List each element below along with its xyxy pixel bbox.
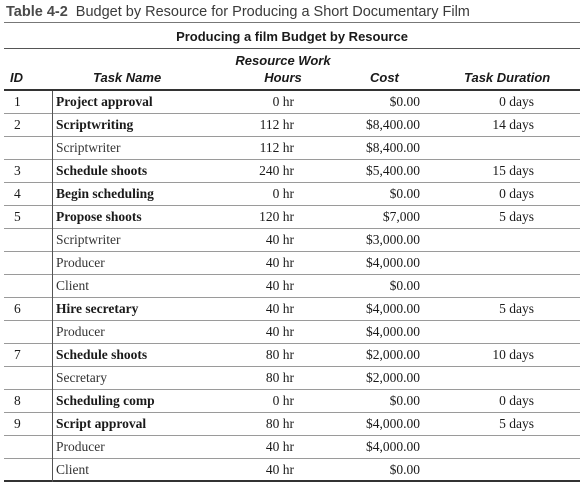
table-row xyxy=(4,114,580,137)
cell-hours: 120 hr xyxy=(259,209,294,224)
cell-id: 7 xyxy=(14,347,21,362)
cell-id xyxy=(14,321,34,343)
cell-resource-name: Producer xyxy=(52,436,212,459)
cell-duration xyxy=(464,137,534,159)
table-row xyxy=(4,413,580,436)
cell-cost: $0.00 xyxy=(389,393,420,408)
table-row xyxy=(4,252,580,275)
header-hours-line1: Resource Work xyxy=(235,53,331,68)
header-resource-work-hours xyxy=(214,52,352,86)
cell-cost: $8,400.00 xyxy=(366,140,420,155)
table-row xyxy=(4,321,580,344)
cell-hours: 40 hr xyxy=(265,255,294,270)
cell-id xyxy=(14,275,34,297)
cell-duration: 10 days xyxy=(492,347,534,362)
cell-duration xyxy=(464,229,534,251)
cell-cost: $4,000.00 xyxy=(366,255,420,270)
cell-resource-name: Client xyxy=(52,275,212,298)
cell-resource-name: Client xyxy=(52,459,212,482)
cell-hours: 0 hr xyxy=(272,94,294,109)
cell-id: 2 xyxy=(14,117,21,132)
table-row xyxy=(4,459,580,482)
table-row xyxy=(4,344,580,367)
cell-hours: 240 hr xyxy=(259,163,294,178)
table-row xyxy=(4,298,580,321)
cell-task-name: Scheduling comp xyxy=(52,390,212,413)
cell-duration: 0 days xyxy=(499,186,534,201)
cell-id xyxy=(14,436,34,458)
table-subtitle: Producing a film Budget by Resource xyxy=(176,29,408,44)
cell-cost: $8,400.00 xyxy=(366,117,420,132)
cell-duration: 15 days xyxy=(492,163,534,178)
cell-id xyxy=(14,367,34,389)
cell-duration xyxy=(464,275,534,297)
cell-duration xyxy=(464,436,534,458)
cell-id: 5 xyxy=(14,209,21,224)
cell-duration xyxy=(464,367,534,389)
cell-cost: $4,000.00 xyxy=(366,301,420,316)
cell-duration: 0 days xyxy=(499,94,534,109)
cell-duration: 5 days xyxy=(499,416,534,431)
cell-duration: 5 days xyxy=(499,301,534,316)
header-hours-line2: Hours xyxy=(264,70,302,85)
cell-hours: 112 hr xyxy=(259,117,294,132)
cell-id: 3 xyxy=(14,163,21,178)
cell-task-name: Schedule shoots xyxy=(52,344,212,367)
cell-cost: $2,000.00 xyxy=(366,370,420,385)
table-row xyxy=(4,367,580,390)
cell-cost: $3,000.00 xyxy=(366,232,420,247)
cell-cost: $0.00 xyxy=(389,462,420,477)
cell-id xyxy=(14,459,34,481)
table-title: Budget by Resource for Producing a Short Documentary Film xyxy=(75,4,470,20)
cell-hours: 40 hr xyxy=(265,278,294,293)
cell-id: 4 xyxy=(14,186,21,201)
cell-cost: $4,000.00 xyxy=(366,324,420,339)
cell-hours: 80 hr xyxy=(265,416,294,431)
cell-task-name: Scriptwriting xyxy=(52,114,212,137)
cell-task-name: Hire secretary xyxy=(52,298,212,321)
cell-hours: 40 hr xyxy=(265,439,294,454)
table-row xyxy=(4,91,580,114)
table-row xyxy=(4,275,580,298)
cell-duration xyxy=(464,321,534,343)
header-task-name: Task Name xyxy=(93,70,162,85)
header-cost: Cost xyxy=(370,70,399,85)
cell-task-name: Script approval xyxy=(52,413,212,436)
header-id: ID xyxy=(10,70,23,85)
table-row xyxy=(4,137,580,160)
cell-task-name: Propose shoots xyxy=(52,206,212,229)
header-task-duration: Task Duration xyxy=(464,70,551,85)
table-row xyxy=(4,160,580,183)
cell-hours: 40 hr xyxy=(265,232,294,247)
table-header xyxy=(4,49,580,89)
cell-task-name: Begin scheduling xyxy=(52,183,212,206)
table-row xyxy=(4,229,580,252)
cell-cost: $5,400.00 xyxy=(366,163,420,178)
table-row xyxy=(4,436,580,459)
cell-id: 1 xyxy=(14,94,21,109)
cell-id: 6 xyxy=(14,301,21,316)
cell-resource-name: Producer xyxy=(52,252,212,275)
cell-duration xyxy=(464,252,534,274)
cell-resource-name: Scriptwriter xyxy=(52,137,212,160)
cell-id xyxy=(14,137,34,159)
cell-duration: 5 days xyxy=(499,209,534,224)
cell-hours: 80 hr xyxy=(265,370,294,385)
cell-resource-name: Scriptwriter xyxy=(52,229,212,252)
cell-cost: $0.00 xyxy=(389,94,420,109)
cell-hours: 0 hr xyxy=(272,186,294,201)
table-number: Table 4-2 xyxy=(6,4,68,20)
cell-task-name: Project approval xyxy=(52,91,212,114)
cell-resource-name: Secretary xyxy=(52,367,212,390)
cell-hours: 40 hr xyxy=(265,324,294,339)
cell-cost: $2,000.00 xyxy=(366,347,420,362)
cell-cost: $0.00 xyxy=(389,186,420,201)
cell-id: 8 xyxy=(14,393,21,408)
cell-cost: $0.00 xyxy=(389,278,420,293)
cell-id xyxy=(14,229,34,251)
cell-task-name: Schedule shoots xyxy=(52,160,212,183)
table-body xyxy=(4,91,580,482)
cell-hours: 80 hr xyxy=(265,347,294,362)
table-row xyxy=(4,183,580,206)
cell-cost: $4,000.00 xyxy=(366,439,420,454)
table-row xyxy=(4,206,580,229)
table-row xyxy=(4,390,580,413)
caption-rule xyxy=(4,22,580,23)
cell-hours: 40 hr xyxy=(265,462,294,477)
cell-duration xyxy=(464,459,534,481)
cell-cost: $7,000 xyxy=(382,209,420,224)
cell-duration: 14 days xyxy=(492,117,534,132)
cell-cost: $4,000.00 xyxy=(366,416,420,431)
cell-hours: 40 hr xyxy=(265,301,294,316)
cell-hours: 112 hr xyxy=(259,140,294,155)
cell-hours: 0 hr xyxy=(272,393,294,408)
cell-id: 9 xyxy=(14,416,21,431)
cell-id xyxy=(14,252,34,274)
cell-resource-name: Producer xyxy=(52,321,212,344)
table-caption xyxy=(6,2,470,22)
cell-duration: 0 days xyxy=(499,393,534,408)
